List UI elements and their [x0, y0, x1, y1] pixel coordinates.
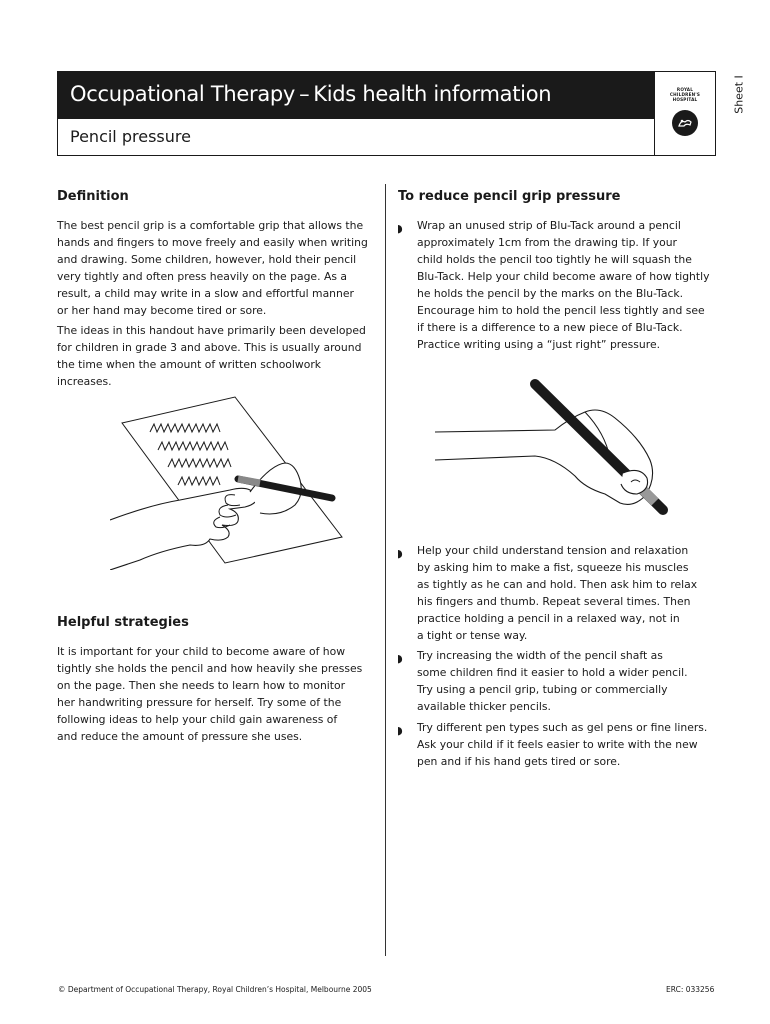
- text-line: Practice writing using a “just right” pressure.: [417, 338, 661, 351]
- header-rule: [58, 118, 654, 119]
- text-line: or her hand may become tired or sore.: [57, 304, 267, 317]
- text-line: he holds the pencil by the marks on the Blu-Tack.: [417, 287, 684, 300]
- text-line: result, a child may write in a slow and effortful manner: [57, 287, 354, 300]
- reduce-pressure-heading: To reduce pencil grip pressure: [398, 189, 621, 204]
- text-line: The ideas in this handout have primarily been developed: [57, 324, 366, 337]
- text-line: his fingers and thumb. Repeat several times. Then: [417, 595, 691, 608]
- page-title: [70, 82, 551, 106]
- logo-mark-icon: [672, 110, 698, 136]
- text-line: very tightly and often press heavily on the page. As a: [57, 270, 348, 283]
- text-line: by asking him to make a fist, squeeze his muscles: [417, 561, 689, 574]
- pencil-grip-illustration: [435, 378, 675, 518]
- bullet-pen-types: [397, 719, 707, 770]
- text-line: the time when the amount of written schoolwork: [57, 358, 322, 371]
- definition-paragraph-2: [57, 322, 366, 390]
- copyright-footer: © Department of Occupational Therapy, Royal Children’s Hospital, Melbourne 2005: [58, 985, 372, 994]
- text-line: Try different pen types such as gel pens or fine liners.: [417, 721, 708, 734]
- logo-line: HOSPITAL: [672, 97, 698, 102]
- text-line: The best pencil grip is a comfortable grip that allows the: [57, 219, 364, 232]
- strategies-paragraph: [57, 643, 362, 745]
- logo-line: ROYAL: [676, 87, 694, 92]
- bullet-tension-relaxation: [397, 542, 697, 644]
- text-line: a tight or tense way.: [417, 629, 528, 642]
- text-line: Encourage him to hold the pencil less tightly and see: [417, 304, 705, 317]
- text-line: increases.: [57, 375, 112, 388]
- text-line: if there is a difference to a new piece of Blu-Tack.: [417, 321, 683, 334]
- text-line: and drawing. Some children, however, hold their pencil: [57, 253, 357, 266]
- text-line: Help your child understand tension and relaxation: [417, 544, 689, 557]
- definition-paragraph-1: [57, 217, 368, 319]
- text-line: her handwriting pressure for herself. Try some of the: [57, 696, 342, 709]
- erc-number: ERC: 033256: [666, 985, 715, 994]
- text-line: child holds the pencil too tightly he will squash the: [417, 253, 692, 266]
- text-line: It is important for your child to become aware of how: [57, 645, 346, 658]
- text-line: tightly she holds the pencil and how heavily she presses: [57, 662, 363, 675]
- text-line: some children find it easier to hold a wider pencil.: [417, 666, 688, 679]
- text-line: pen and if his hand gets tired or sore.: [417, 755, 621, 768]
- text-line: as tightly as he can and hold. Then ask him to relax: [417, 578, 698, 591]
- bullet-icon: ◗: [397, 547, 403, 560]
- strategies-heading: Helpful strategies: [57, 615, 189, 630]
- title-sub: Kids health information: [313, 82, 552, 106]
- bullet-blu-tack: [397, 217, 710, 353]
- logo-text: [655, 87, 715, 102]
- text-line: Ask your child if it feels easier to write with the new: [417, 738, 698, 751]
- text-line: practice holding a pencil in a relaxed way, not in: [417, 612, 680, 625]
- text-line: and reduce the amount of pressure she uses.: [57, 730, 303, 743]
- text-line: available thicker pencils.: [417, 700, 551, 713]
- page-subtitle: Pencil pressure: [70, 127, 191, 146]
- text-line: Try increasing the width of the pencil shaft as: [417, 649, 663, 662]
- title-main: Occupational Therapy: [70, 82, 296, 106]
- bullet-icon: ◗: [397, 652, 403, 665]
- text-line: Wrap an unused strip of Blu-Tack around a pencil: [417, 219, 681, 232]
- writing-hand-illustration: [110, 395, 350, 570]
- text-line: following ideas to help your child gain awareness of: [57, 713, 338, 726]
- bullet-icon: ◗: [397, 724, 403, 737]
- text-line: on the page. Then she needs to learn how to monitor: [57, 679, 346, 692]
- text-line: Blu-Tack. Help your child become aware of how tightly: [417, 270, 710, 283]
- bullet-pencil-width: [397, 647, 688, 715]
- column-divider: [385, 184, 386, 956]
- header-box: [57, 71, 716, 156]
- title-dash: –: [299, 82, 310, 106]
- text-line: for children in grade 3 and above. This is usually around: [57, 341, 362, 354]
- bullet-icon: ◗: [397, 222, 403, 235]
- definition-heading: Definition: [57, 189, 129, 204]
- logo-line: CHILDREN'S: [669, 92, 701, 97]
- text-line: approximately 1cm from the drawing tip. If your: [417, 236, 677, 249]
- text-line: Try using a pencil grip, tubing or commercially: [417, 683, 668, 696]
- text-line: hands and fingers to move freely and easily when writing: [57, 236, 368, 249]
- sheet-label: Sheet I: [732, 75, 746, 114]
- title-bar: [58, 72, 654, 118]
- hospital-logo: [655, 72, 715, 155]
